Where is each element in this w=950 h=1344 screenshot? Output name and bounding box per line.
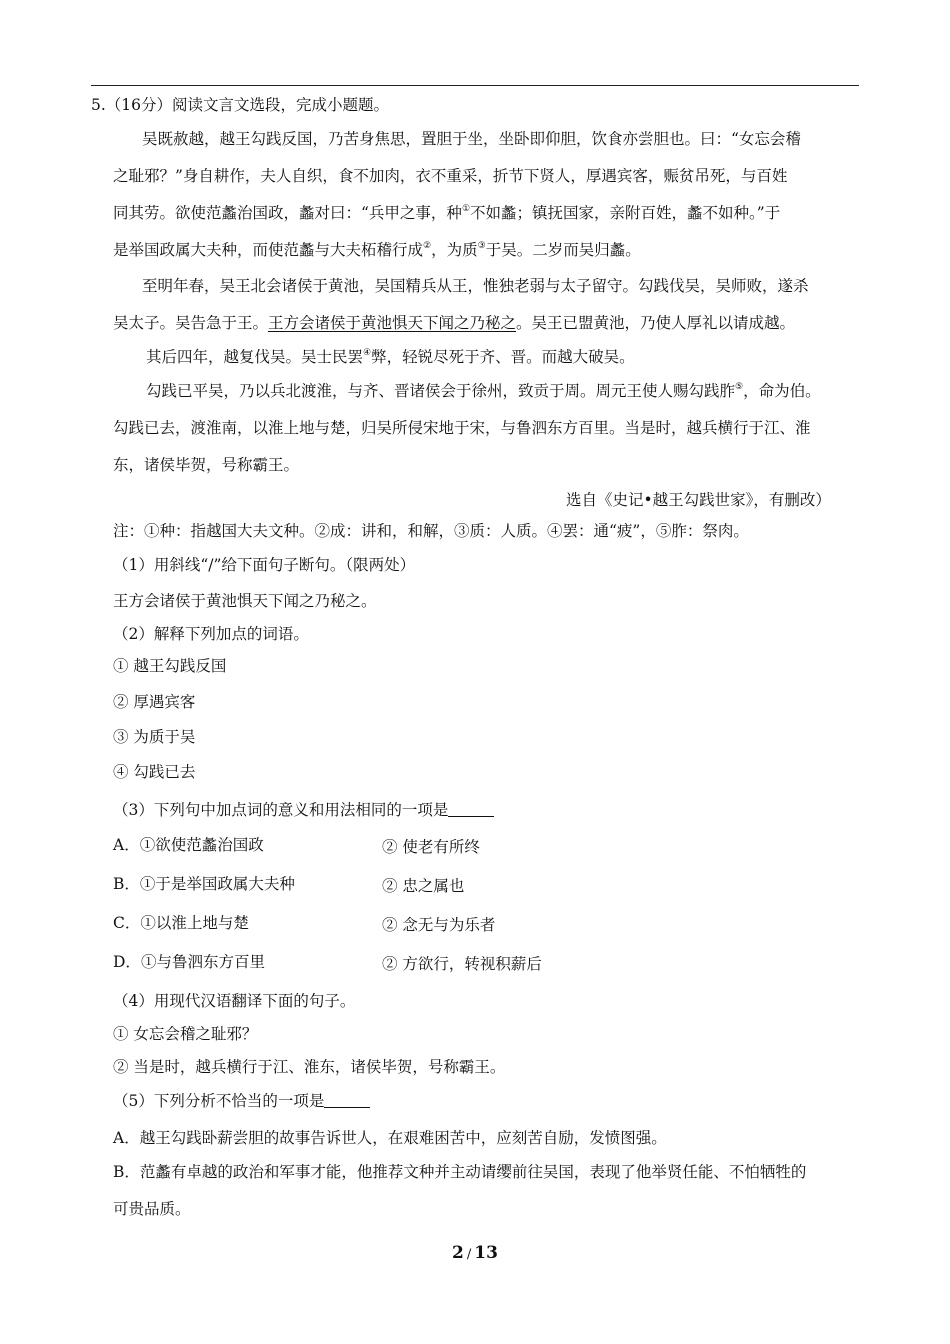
sub4-item: ② 当是时，越兵横行于江、淮东，诸侯毕贺，号称霸王。 — [113, 1058, 506, 1076]
footnote-mark: ③ — [477, 241, 486, 251]
passage-source: 选自《史记•越王勾践世家》，有删改） — [566, 491, 831, 509]
sub3-option-b-second: ② 忠之属也 — [382, 877, 465, 895]
page-number — [0, 1243, 950, 1263]
sub3-option-a-second: ② 使老有所终 — [382, 838, 480, 856]
sub3-option-c-second: ② 念无与为乐者 — [382, 916, 496, 934]
sub2-item: ② 厚遇宾客 — [113, 693, 196, 711]
sub3-prompt: （3）下列句中加点词的意义和用法相同的一项是 — [113, 800, 494, 820]
sub5-option-a: A．越王勾践卧薪尝胆的故事告诉世人，在艰难困苦中，应刻苦自励，发愤图强。 — [113, 1129, 667, 1147]
total-pages: 13 — [474, 1243, 498, 1263]
passage-p1-line3: 同其劳。欲使范蠡治国政，蠡对曰：“兵甲之事，种①不如蠡；镇抚国家，亲附百姓，蠡不如种。”于 — [113, 204, 781, 222]
passage-p4-line3: 东，诸侯毕贺，号称霸王。 — [113, 456, 300, 474]
answer-blank[interactable] — [324, 1093, 370, 1108]
notes: 注：①种：指越国大夫文种。②成：讲和，和解，③质：人质。④罢：通“疲”，⑤胙：祭肉。 — [113, 522, 749, 540]
passage-p1-line1: 吴既赦越，越王勾践反国，乃苦身焦思，置胆于坐，坐卧即仰胆，饮食亦尝胆也。曰：“女忘会稽 — [142, 130, 801, 148]
page-separator: / — [466, 1247, 472, 1262]
question-header — [91, 95, 389, 115]
underlined-sentence: 王方会诸侯于黄池惧天下闻之乃秘之 — [268, 314, 517, 332]
sub4-item: ① 女忘会稽之耻邪？ — [113, 1025, 258, 1043]
passage-p4-line2: 勾践已去，渡淮南，以淮上地与楚，归吴所侵宋地于宋，与鲁泗东方百里。当是时，越兵横行于江、淮 — [113, 419, 811, 437]
sub3-option-b: B．①于是举国政属大夫种 — [113, 875, 295, 893]
answer-blank[interactable] — [448, 802, 494, 817]
sub5-prompt: （5）下列分析不恰当的一项是 — [113, 1091, 370, 1111]
passage-p2-line2: 吴太子。吴告急于王。王方会诸侯于黄池惧天下闻之乃秘之。吴王已盟黄池，乃使人厚礼以请成越。 — [113, 314, 796, 332]
footnote-mark: ④ — [363, 348, 372, 358]
sub3-option-c: C．①以淮上地与楚 — [113, 914, 249, 932]
passage-p4-line1: 勾践已平吴，乃以兵北渡淮，与齐、晋诸侯会于徐州，致贡于周。周元王使人赐勾践胙⑤，命为伯。 — [146, 382, 821, 400]
sub3-option-a: A．①欲使范蠡治国政 — [113, 836, 264, 854]
passage-p2-line1: 至明年春，吴王北会诸侯于黄池，吴国精兵从王，惟独老弱与太子留守。勾践伐吴，吴师败，遂杀 — [142, 277, 809, 295]
sub3-option-d: D．①与鲁泗东方百里 — [113, 953, 265, 971]
passage-p1-line4: 是举国政属大夫种，而使范蠡与大夫柘稽行成②，为质③于吴。二岁而吴归蠡。 — [113, 241, 641, 259]
sub1-prompt: （1）用斜线“/”给下面句子断句。（限两处） — [113, 556, 416, 574]
question-number: 5. — [91, 96, 106, 114]
sub5-option-b-line1: B．范蠡有卓越的政治和军事才能，他推荐文种并主动请缨前往吴国，表现了他举贤任能、不怕牺牲的 — [113, 1163, 807, 1181]
sub2-item: ④ 勾践已去 — [113, 763, 196, 781]
sub2-prompt: （2）解释下列加点的词语。 — [113, 625, 309, 643]
sub1-sentence: 王方会诸侯于黄池惧天下闻之乃秘之。 — [113, 592, 377, 610]
footnote-mark: ① — [461, 204, 471, 214]
sub4-prompt: （4）用现代汉语翻译下面的句子。 — [113, 992, 356, 1010]
footnote-mark: ② — [423, 241, 432, 251]
sub5-option-b-line2: 可贵品质。 — [113, 1200, 191, 1218]
sub3-option-d-second: ② 方欲行，转视积薪后 — [382, 955, 542, 973]
top-rule — [91, 85, 859, 86]
question-title: （16分）阅读文言文选段，完成小题题。 — [105, 96, 390, 114]
passage-p1-line2: 之耻邪？”身自耕作，夫人自织，食不加肉，衣不重采，折节下贤人，厚遇宾客，赈贫吊死，与百姓 — [113, 167, 788, 185]
passage-p3-line1: 其后四年，越复伐吴。吴士民罢④弊，轻锐尽死于齐、晋。而越大破吴。 — [146, 348, 635, 366]
sub2-item: ① 越王勾践反国 — [113, 657, 227, 675]
current-page: 2 — [452, 1243, 464, 1263]
sub2-item: ③ 为质于吴 — [113, 728, 196, 746]
footnote-mark: ⑤ — [735, 382, 744, 392]
